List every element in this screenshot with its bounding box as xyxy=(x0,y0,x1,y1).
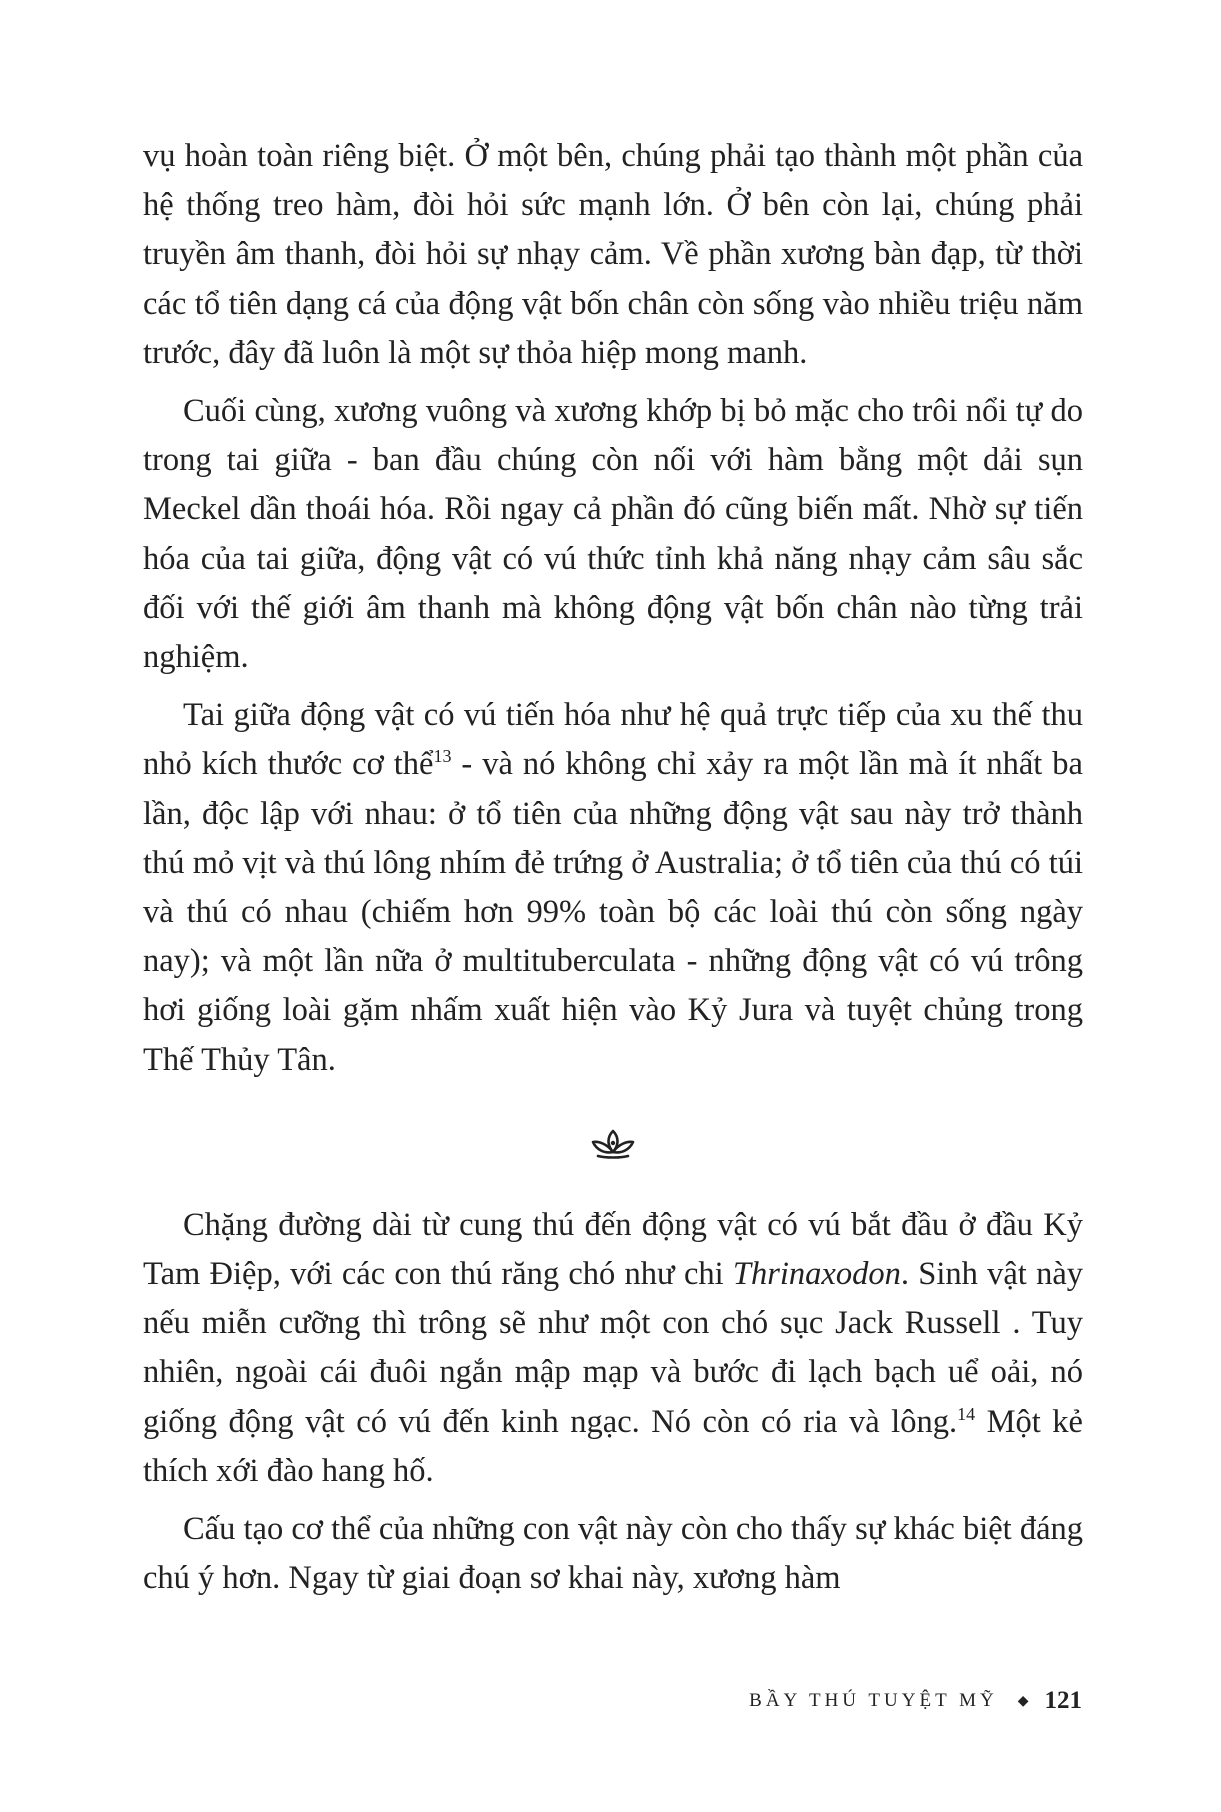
running-title: BẦY THÚ TUYỆT MỸ xyxy=(749,1690,998,1711)
section-divider xyxy=(143,1107,1083,1181)
paragraph-4-text: Chặng đường dài từ cung thú đến động vật có vú bắt đầu ở đầu Kỷ Tam Điệp, với các con thú răng chó như chi xyxy=(143,1206,1083,1293)
paragraph-3-text-continued: - và nó không chỉ xảy ra một lần mà ít nhất ba lần, độc lập với nhau: ở tổ tiên của những động vật sau này trở thành thú mỏ vịt và thú lông nhím đẻ trứng ở Australia; ở tổ tiên của thú có túi và thú có nhau (chiếm hơn 99% toàn bộ các loài thú còn sống ngày nay); và một lần nữa ở multituberculata - những động vật có vú trông hơi giống loài gặm nhấm xuất hiện vào Kỷ Jura và tuyệt chủng trong Thế Thủy Tân. xyxy=(143,746,1083,1078)
lotus-ornament-icon xyxy=(590,1127,636,1161)
footer-separator: ◆ xyxy=(1017,1693,1029,1709)
paragraph-1-text: vụ hoàn toàn riêng biệt. Ở một bên, chúng phải tạo thành một phần của hệ thống treo hàm, đòi hỏi sức mạnh lớn. Ở bên còn lại, chúng phải truyền âm thanh, đòi hỏi sự nhạy cảm. Về phần xương bàn đạp, từ thời các tổ tiên dạng cá của động vật bốn chân còn sống vào nhiều triệu năm trước, đây đã luôn là một sự thỏa hiệp mong manh. xyxy=(143,138,1083,371)
page-number: 121 xyxy=(1044,1687,1082,1714)
genus-name-italic: Thrinaxodon xyxy=(732,1256,901,1293)
page-footer xyxy=(749,1687,1082,1715)
paragraph-4-text-continued: . Sinh vật này nếu miễn cưỡng thì trông sẽ như một con chó sục Jack Russell . Tuy nhiên, ngoài cái đuôi ngắn mập mạp và bước đi lạch bạch uể oải, nó giống động vật có vú đến kinh ngạc. Nó còn có ria và lông. xyxy=(143,1256,1084,1440)
paragraph-1 xyxy=(143,132,1083,378)
paragraph-5 xyxy=(143,1505,1083,1603)
paragraph-2 xyxy=(143,387,1083,682)
paragraph-3-text: Tai giữa động vật có vú tiến hóa như hệ quả trực tiếp của xu thế thu nhỏ kích thước cơ thể xyxy=(143,697,1083,783)
paragraph-5-text: Cấu tạo cơ thể của những con vật này còn cho thấy sự khác biệt đáng chú ý hơn. Ngay từ giai đoạn sơ khai này, xương hàm xyxy=(143,1511,1083,1597)
paragraph-2-text: Cuối cùng, xương vuông và xương khớp bị bỏ mặc cho trôi nổi tự do trong tai giữa - ban đầu chúng còn nối với hàm bằng một dải sụn Meckel dần thoái hóa. Rồi ngay cả phần đó cũng biến mất. Nhờ sự tiến hóa của tai giữa, động vật có vú thức tỉnh khả năng nhạy cảm sâu sắc đối với thế giới âm thanh mà không động vật bốn chân nào từng trải nghiệm. xyxy=(143,393,1083,676)
paragraph-3 xyxy=(143,691,1083,1085)
page-body xyxy=(143,132,1083,1603)
footnote-ref-13: 13 xyxy=(433,746,452,767)
paragraph-4 xyxy=(143,1201,1083,1496)
paragraph-4-text-end: Một kẻ thích xới đào hang hố. xyxy=(143,1403,1083,1489)
footnote-ref-14: 14 xyxy=(957,1403,976,1424)
